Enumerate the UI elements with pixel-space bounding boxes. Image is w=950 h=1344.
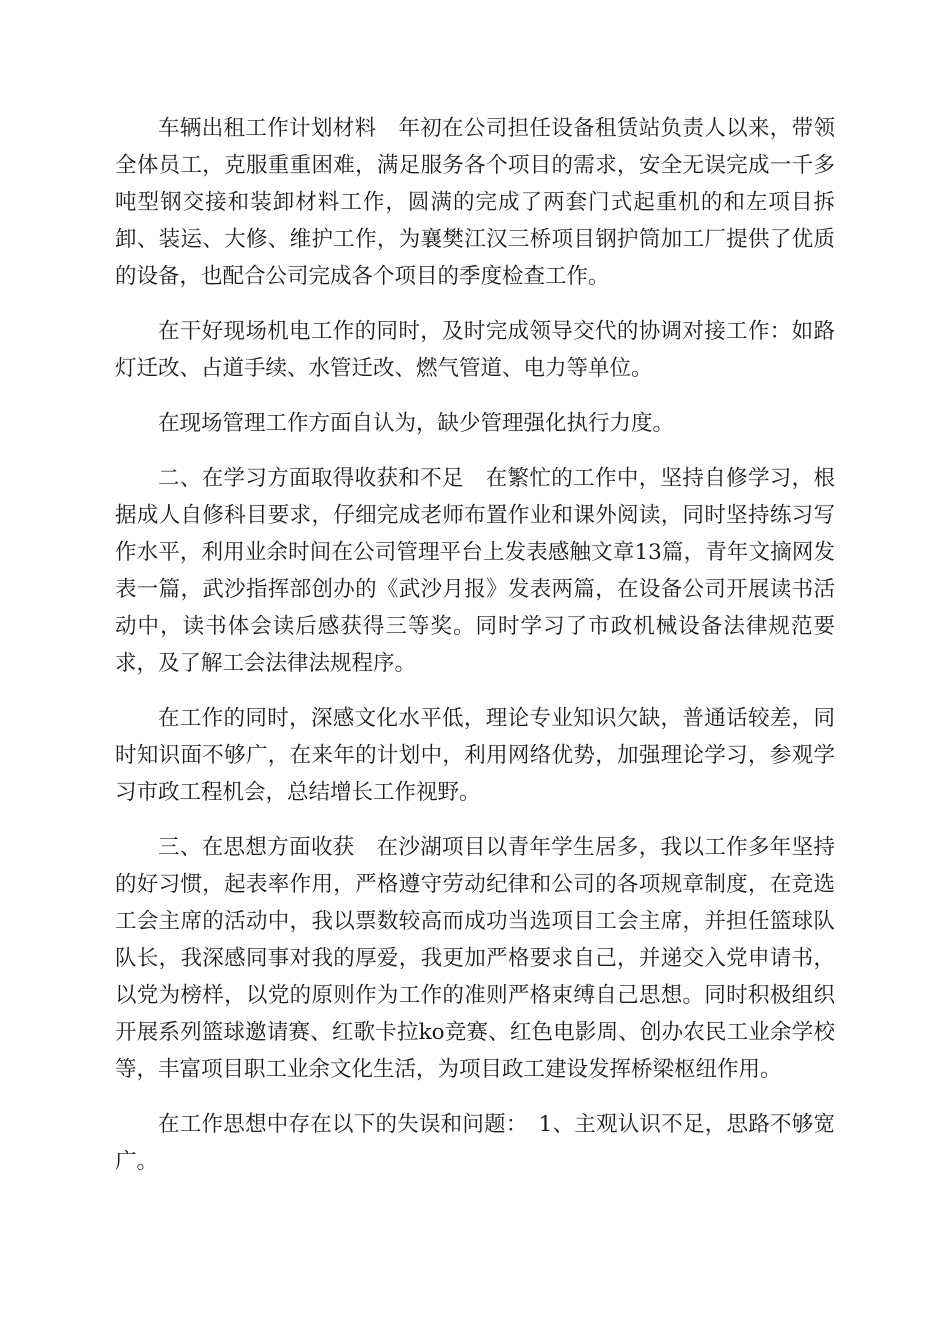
paragraph-site-management: 在现场管理工作方面自认为，缺少管理强化执行力度。 — [158, 411, 675, 436]
document-body — [115, 110, 835, 1198]
paragraph-ideology-gains: 三、在思想方面收获 在沙湖项目以青年学生居多，我以工作多年坚持的好习惯，起表率作用，严格遵守劳动纪律和公司的各项规章制度，在竞选工会主席的活动中，我以票数较高而成功当选项目工会主席，并担任篮球队队长，我深感同事对我的厚爱，我更加严格要求自己，并递交入党申请书，以党为榜样，以党的原则作为工作的准则严格束缚自己思想。同时积极组织开展系列篮球邀请赛、红歌卡拉ko竞赛、红色电影周、创办农民工业余学校等，丰富项目职工业余文化生活，为项目政工建设发挥桥梁枢纽作用。 — [115, 835, 835, 1082]
paragraph-problems: 在工作思想中存在以下的失误和问题： 1、主观认识不足，思路不够宽广。 — [115, 1112, 835, 1174]
paragraph-vehicle-rental-plan: 车辆出租工作计划材料 年初在公司担任设备租赁站负责人以来，带领全体员工，克服重重困难，满足服务各个项目的需求，安全无误完成一千多吨型钢交接和装卸材料工作，圆满的完成了两套门式起重机的和左项目拆卸、装运、大修、维护工作，为襄樊江汉三桥项目钢护筒加工厂提供了优质的设备，也配合公司完成各个项目的季度检查工作。 — [115, 116, 835, 289]
paragraph-coordination-work: 在干好现场机电工作的同时，及时完成领导交代的协调对接工作：如路灯迁改、占道手续、水管迁改、燃气管道、电力等单位。 — [115, 319, 835, 381]
paragraph-study-gains: 二、在学习方面取得收获和不足 在繁忙的工作中，坚持自修学习，根据成人自修科目要求，仔细完成老师布置作业和课外阅读，同时坚持练习写作水平，利用业余时间在公司管理平台上发表感触文章13篇，青年文摘网发表一篇，武沙指挥部创办的《武沙月报》发表两篇，在设备公司开展读书活动中，读书体会读后感获得三等奖。同时学习了市政机械设备法律规范要求，及了解工会法律法规程序。 — [115, 466, 835, 676]
paragraph-study-shortcomings: 在工作的同时，深感文化水平低，理论专业知识欠缺，普通话较差，同时知识面不够广，在来年的计划中，利用网络优势，加强理论学习，参观学习市政工程机会，总结增长工作视野。 — [115, 706, 835, 805]
